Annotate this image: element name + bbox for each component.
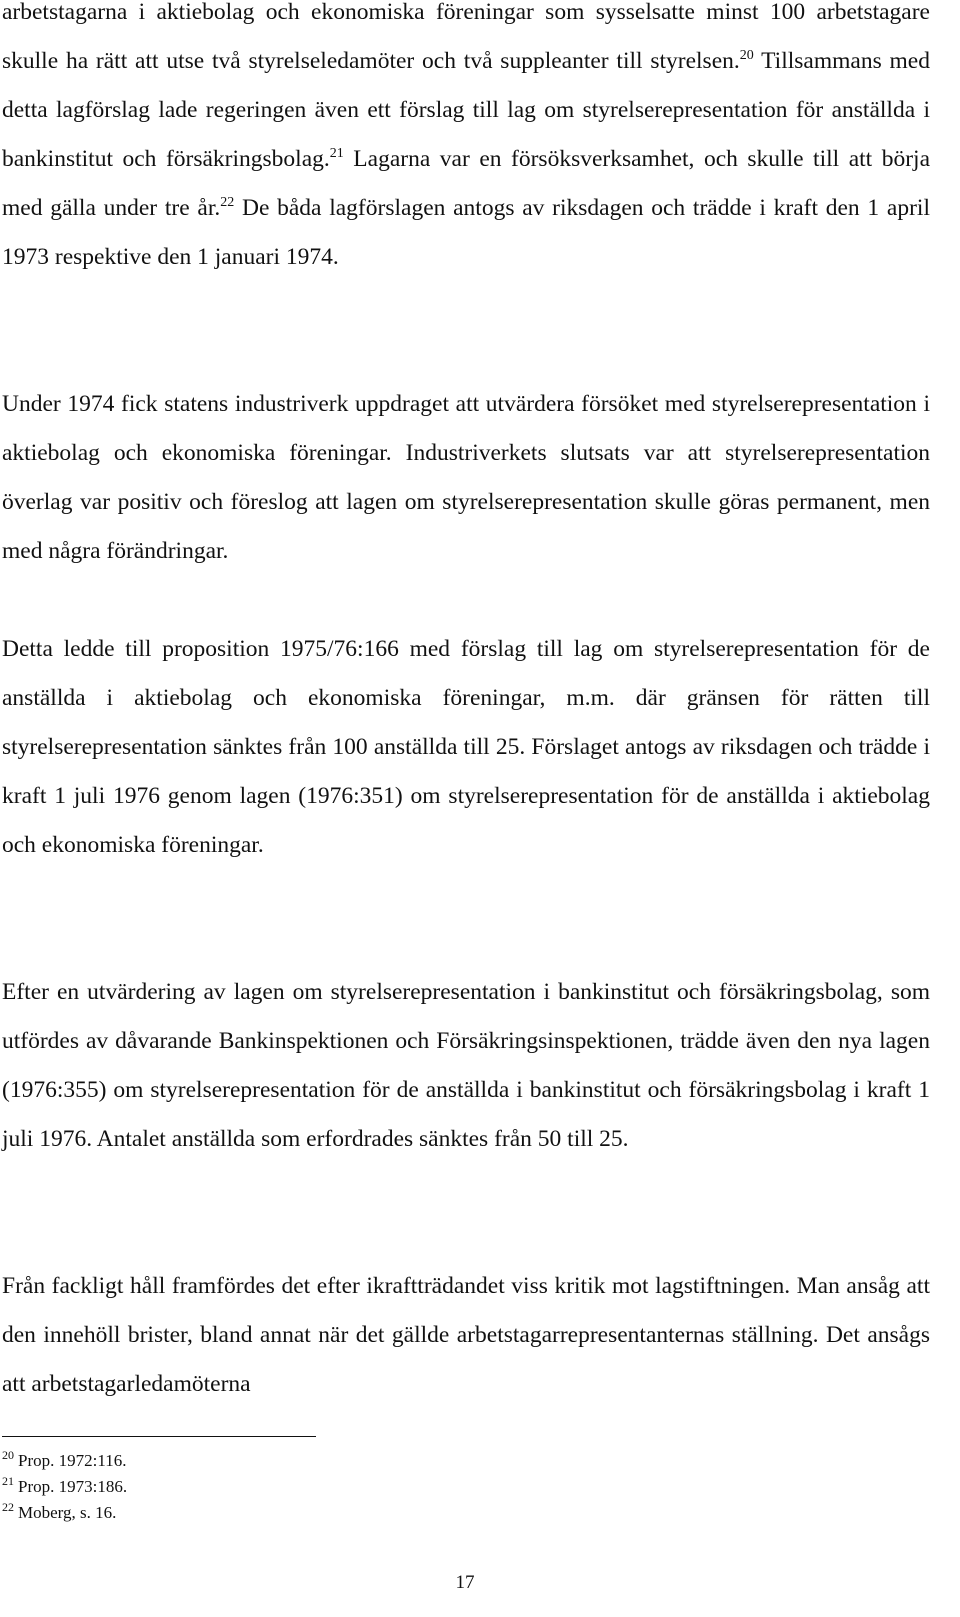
paragraph-5: Från fackligt håll framfördes det efter ikraftträdandet viss kritik mot lagstiftningen. Man ansåg att den innehöll brister, bland annat när det gällde arbetstagarrepresentanternas ställning. Det ansågs att arbetstagarledamöterna xyxy=(2,1273,930,1397)
page-number: 17 xyxy=(455,1572,475,1593)
footnote-ref-20[interactable]: 20 xyxy=(739,48,754,63)
paragraph-1 xyxy=(2,0,930,282)
paragraph-4: Efter en utvärdering av lagen om styrelserepresentation i bankinstitut och försäkringsbolag, som utfördes av dåvarande Bankinspektionen och Försäkringsinspektionen, trädde även den nya lagen (1976:355) om styrelserepresentation för de anställda i bankinstitut och försäkringsbolag i kraft 1 juli 1976. Antalet anställda som erfordrades sänktes från 50 till 25. xyxy=(2,979,930,1152)
footnote-ref-22[interactable]: 22 xyxy=(220,195,235,210)
paragraph-2: Under 1974 fick statens industriverk uppdraget att utvärdera försöket med styrelserepresentation i aktiebolag och ekonomiska föreningar. Industriverkets slutsats var att styrelserepresentation överlag var positiv och föreslog att lagen om styrelserepresentation skulle göras permanent, men med några förändringar. xyxy=(2,391,930,564)
footnote-text: Prop. 1972:116. xyxy=(18,1451,127,1470)
footnote-number: 22 xyxy=(2,1500,14,1514)
footnote-20 xyxy=(2,1448,127,1474)
footnote-ref-21[interactable]: 21 xyxy=(329,146,344,161)
paragraph-3: Detta ledde till proposition 1975/76:166 med förslag till lag om styrelserepresentation för de anställda i aktiebolag och ekonomiska föreningar, m.m. där gränsen för rätten till styrelserepresentation sänktes från 100 anställda till 25. Förslaget antogs av riksdagen och trädde i kraft 1 juli 1976 genom lagen (1976:351) om styrelserepresentation för de anställda i aktiebolag och ekonomiska föreningar. xyxy=(2,636,930,858)
paragraph-1-text-c: Lagarna var en försöksverksamhet, och skulle till att börja med gälla under tre år. xyxy=(2,146,930,221)
footnote-number: 20 xyxy=(2,1448,14,1462)
paragraph-1-text-a: arbetstagarna i aktiebolag och ekonomiska föreningar som sysselsatte minst 100 arbetstagare skulle ha rätt att utse två styrelseledamöter och två suppleanter till styrelsen. xyxy=(2,0,930,74)
footnote-number: 21 xyxy=(2,1474,14,1488)
footnote-text: Moberg, s. 16. xyxy=(18,1503,117,1522)
footnote-separator xyxy=(2,1436,316,1437)
footnote-22 xyxy=(2,1500,127,1526)
paragraph-1-text-b: Tillsammans med detta lagförslag lade regeringen även ett förslag till lag om styrelserepresentation för anställda i bankinstitut och försäkringsbolag. xyxy=(2,48,930,172)
paragraph-1-text-d: De båda lagförslagen antogs av riksdagen och trädde i kraft den 1 april 1973 respektive den 1 januari 1974. xyxy=(2,195,930,270)
footnote-21 xyxy=(2,1474,127,1500)
footnote-text: Prop. 1973:186. xyxy=(18,1477,128,1496)
footnotes xyxy=(2,1448,127,1526)
